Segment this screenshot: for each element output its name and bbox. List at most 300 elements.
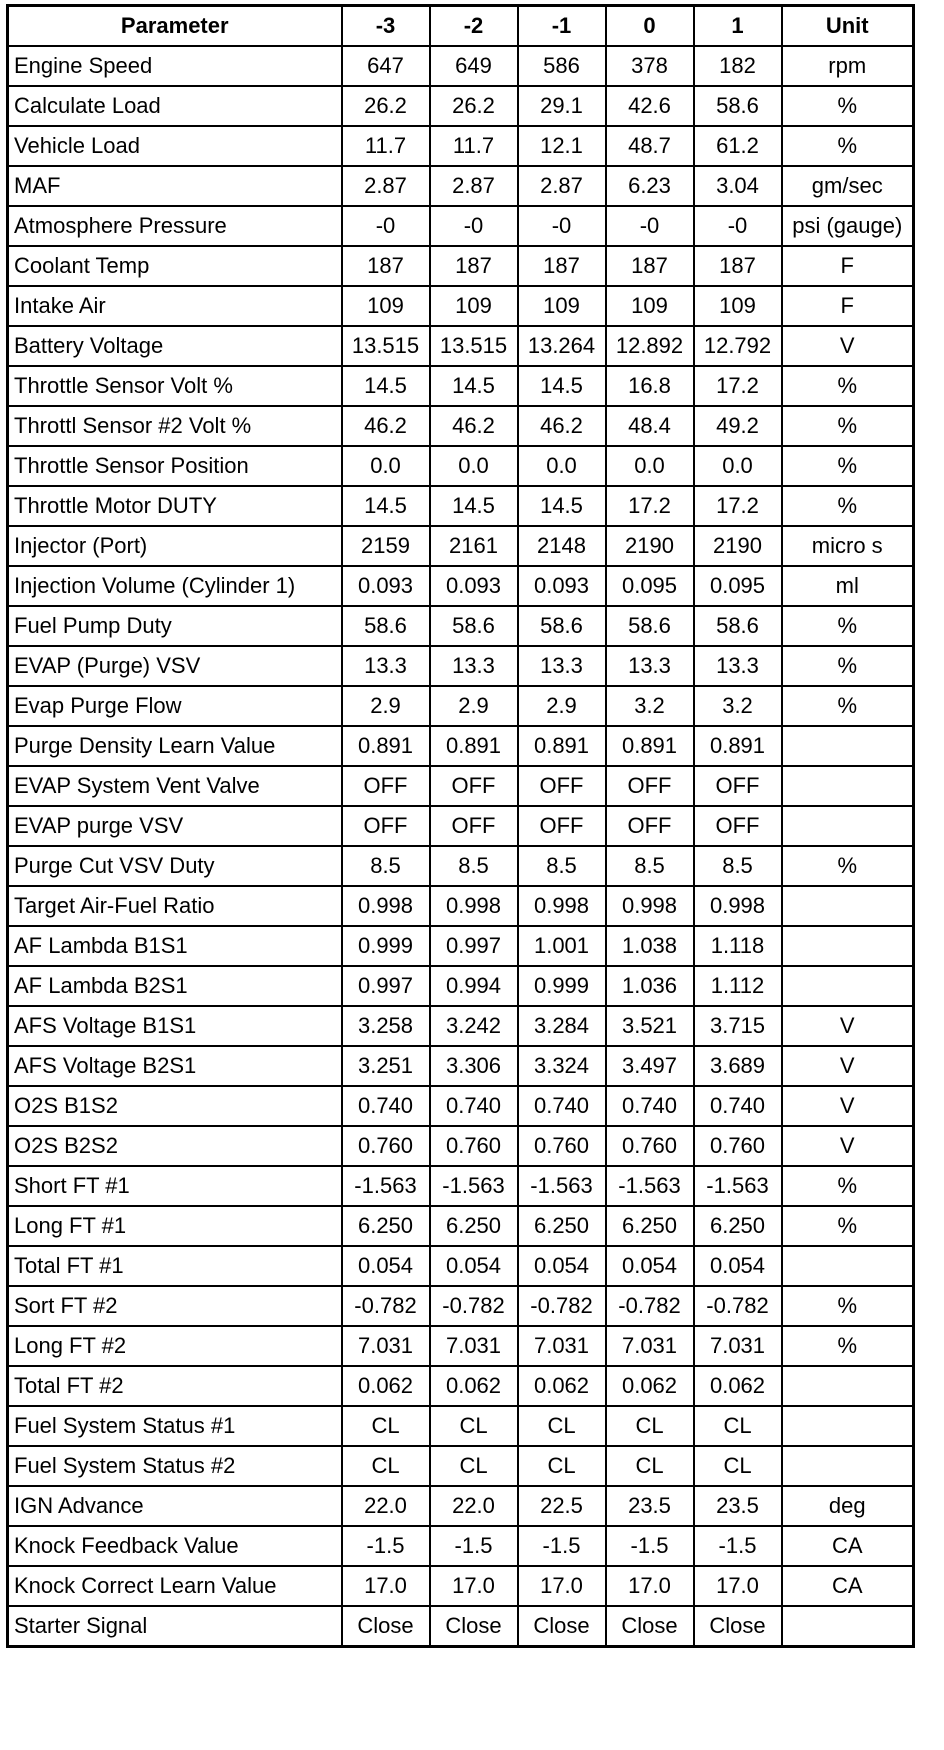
value-cell: 17.0	[342, 1566, 430, 1606]
unit-cell: %	[782, 1326, 914, 1366]
table-row	[8, 606, 914, 646]
value-cell: 0.095	[694, 566, 782, 606]
unit-cell	[782, 966, 914, 1006]
value-cell: -0.782	[606, 1286, 694, 1326]
value-cell: 7.031	[606, 1326, 694, 1366]
value-cell: 0.891	[342, 726, 430, 766]
value-cell: 14.5	[342, 366, 430, 406]
unit-cell: %	[782, 686, 914, 726]
table-row	[8, 166, 914, 206]
value-cell: 13.3	[694, 646, 782, 686]
value-cell: OFF	[606, 766, 694, 806]
parameter-cell: Coolant Temp	[8, 246, 342, 286]
parameter-cell: Fuel System Status #2	[8, 1446, 342, 1486]
unit-cell: rpm	[782, 46, 914, 86]
table-row	[8, 1446, 914, 1486]
parameter-cell: Injector (Port)	[8, 526, 342, 566]
value-cell: 1.112	[694, 966, 782, 1006]
value-cell: CL	[518, 1446, 606, 1486]
parameter-cell: Atmosphere Pressure	[8, 206, 342, 246]
value-cell: 26.2	[430, 86, 518, 126]
value-cell: 0.093	[518, 566, 606, 606]
value-cell: 48.4	[606, 406, 694, 446]
value-cell: 7.031	[694, 1326, 782, 1366]
header-frame-0: 0	[606, 6, 694, 47]
value-cell: 0.740	[606, 1086, 694, 1126]
unit-cell: psi (gauge)	[782, 206, 914, 246]
value-cell: OFF	[518, 766, 606, 806]
value-cell: 13.3	[518, 646, 606, 686]
value-cell: CL	[606, 1446, 694, 1486]
value-cell: 0.0	[342, 446, 430, 486]
value-cell: Close	[430, 1606, 518, 1647]
value-cell: 8.5	[606, 846, 694, 886]
value-cell: 0.054	[430, 1246, 518, 1286]
value-cell: OFF	[518, 806, 606, 846]
value-cell: Close	[342, 1606, 430, 1647]
table-row	[8, 926, 914, 966]
table-row	[8, 486, 914, 526]
table-row	[8, 686, 914, 726]
table-row	[8, 1486, 914, 1526]
value-cell: 17.2	[694, 366, 782, 406]
value-cell: 0.095	[606, 566, 694, 606]
value-cell: OFF	[342, 766, 430, 806]
value-cell: 0.054	[518, 1246, 606, 1286]
value-cell: 182	[694, 46, 782, 86]
unit-cell: %	[782, 1206, 914, 1246]
value-cell: OFF	[430, 766, 518, 806]
unit-cell	[782, 806, 914, 846]
value-cell: 6.250	[606, 1206, 694, 1246]
freeze-frame-data-table	[6, 4, 915, 1648]
value-cell: 6.250	[518, 1206, 606, 1246]
table-row	[8, 726, 914, 766]
parameter-cell: Knock Correct Learn Value	[8, 1566, 342, 1606]
parameter-cell: Knock Feedback Value	[8, 1526, 342, 1566]
parameter-cell: Target Air-Fuel Ratio	[8, 886, 342, 926]
parameter-cell: AF Lambda B2S1	[8, 966, 342, 1006]
value-cell: 187	[342, 246, 430, 286]
parameter-cell: Fuel Pump Duty	[8, 606, 342, 646]
value-cell: 29.1	[518, 86, 606, 126]
table-row	[8, 1046, 914, 1086]
value-cell: 647	[342, 46, 430, 86]
header-frame-minus-3: -3	[342, 6, 430, 47]
table-row	[8, 1166, 914, 1206]
value-cell: 8.5	[342, 846, 430, 886]
unit-cell: F	[782, 286, 914, 326]
parameter-cell: IGN Advance	[8, 1486, 342, 1526]
value-cell: 13.3	[342, 646, 430, 686]
parameter-cell: Injection Volume (Cylinder 1)	[8, 566, 342, 606]
unit-cell: %	[782, 606, 914, 646]
parameter-cell: O2S B2S2	[8, 1126, 342, 1166]
value-cell: 0.093	[342, 566, 430, 606]
parameter-cell: AF Lambda B1S1	[8, 926, 342, 966]
value-cell: 0.740	[694, 1086, 782, 1126]
table-row	[8, 1366, 914, 1406]
table-row	[8, 966, 914, 1006]
value-cell: 22.5	[518, 1486, 606, 1526]
value-cell: Close	[694, 1606, 782, 1647]
parameter-cell: Total FT #2	[8, 1366, 342, 1406]
value-cell: 0.760	[694, 1126, 782, 1166]
value-cell: 12.892	[606, 326, 694, 366]
value-cell: 17.0	[606, 1566, 694, 1606]
table-row	[8, 86, 914, 126]
value-cell: 0.760	[518, 1126, 606, 1166]
value-cell: 11.7	[430, 126, 518, 166]
parameter-cell: MAF	[8, 166, 342, 206]
value-cell: -0	[606, 206, 694, 246]
unit-cell: %	[782, 1166, 914, 1206]
value-cell: 187	[694, 246, 782, 286]
value-cell: OFF	[694, 806, 782, 846]
value-cell: 61.2	[694, 126, 782, 166]
parameter-cell: EVAP System Vent Valve	[8, 766, 342, 806]
value-cell: 58.6	[694, 606, 782, 646]
unit-cell: %	[782, 406, 914, 446]
value-cell: CL	[342, 1406, 430, 1446]
value-cell: 0.998	[606, 886, 694, 926]
header-row	[8, 6, 914, 47]
value-cell: 0.0	[430, 446, 518, 486]
value-cell: 3.689	[694, 1046, 782, 1086]
value-cell: 14.5	[518, 366, 606, 406]
value-cell: 2.87	[342, 166, 430, 206]
value-cell: 14.5	[430, 486, 518, 526]
value-cell: 12.792	[694, 326, 782, 366]
value-cell: 23.5	[694, 1486, 782, 1526]
value-cell: 378	[606, 46, 694, 86]
table-row	[8, 406, 914, 446]
value-cell: 0.994	[430, 966, 518, 1006]
value-cell: 109	[430, 286, 518, 326]
unit-cell	[782, 926, 914, 966]
header-frame-minus-1: -1	[518, 6, 606, 47]
unit-cell: V	[782, 1126, 914, 1166]
unit-cell: %	[782, 486, 914, 526]
value-cell: -0.782	[694, 1286, 782, 1326]
parameter-cell: O2S B1S2	[8, 1086, 342, 1126]
value-cell: 13.3	[430, 646, 518, 686]
header-parameter: Parameter	[8, 6, 342, 47]
value-cell: 3.306	[430, 1046, 518, 1086]
table-row	[8, 1246, 914, 1286]
value-cell: 58.6	[518, 606, 606, 646]
unit-cell: %	[782, 446, 914, 486]
value-cell: 0.760	[430, 1126, 518, 1166]
value-cell: -0	[694, 206, 782, 246]
value-cell: 0.740	[518, 1086, 606, 1126]
value-cell: 2161	[430, 526, 518, 566]
value-cell: 0.093	[430, 566, 518, 606]
value-cell: 109	[518, 286, 606, 326]
value-cell: 109	[342, 286, 430, 326]
value-cell: 187	[518, 246, 606, 286]
value-cell: -0	[342, 206, 430, 246]
parameter-cell: Total FT #1	[8, 1246, 342, 1286]
value-cell: Close	[518, 1606, 606, 1647]
value-cell: 2190	[606, 526, 694, 566]
value-cell: -1.5	[342, 1526, 430, 1566]
value-cell: 0.0	[518, 446, 606, 486]
value-cell: 0.062	[606, 1366, 694, 1406]
value-cell: 6.23	[606, 166, 694, 206]
value-cell: 0.0	[694, 446, 782, 486]
value-cell: 13.264	[518, 326, 606, 366]
value-cell: 6.250	[694, 1206, 782, 1246]
value-cell: 12.1	[518, 126, 606, 166]
value-cell: -1.5	[430, 1526, 518, 1566]
parameter-cell: Starter Signal	[8, 1606, 342, 1647]
value-cell: 17.0	[518, 1566, 606, 1606]
unit-cell	[782, 726, 914, 766]
table-row	[8, 766, 914, 806]
value-cell: 0.062	[342, 1366, 430, 1406]
value-cell: 0.998	[518, 886, 606, 926]
value-cell: 3.258	[342, 1006, 430, 1046]
value-cell: 3.715	[694, 1006, 782, 1046]
value-cell: 0.062	[518, 1366, 606, 1406]
unit-cell: %	[782, 86, 914, 126]
parameter-cell: Long FT #2	[8, 1326, 342, 1366]
unit-cell: V	[782, 326, 914, 366]
value-cell: 2190	[694, 526, 782, 566]
value-cell: 0.997	[342, 966, 430, 1006]
unit-cell	[782, 1606, 914, 1647]
value-cell: 0.998	[694, 886, 782, 926]
value-cell: 0.891	[606, 726, 694, 766]
value-cell: 14.5	[518, 486, 606, 526]
unit-cell: gm/sec	[782, 166, 914, 206]
parameter-cell: Purge Density Learn Value	[8, 726, 342, 766]
value-cell: 2.9	[518, 686, 606, 726]
unit-cell	[782, 1366, 914, 1406]
table-row	[8, 1206, 914, 1246]
unit-cell	[782, 886, 914, 926]
value-cell: 3.2	[694, 686, 782, 726]
unit-cell: F	[782, 246, 914, 286]
table-row	[8, 1326, 914, 1366]
unit-cell	[782, 1446, 914, 1486]
unit-cell: V	[782, 1086, 914, 1126]
value-cell: 0.760	[342, 1126, 430, 1166]
value-cell: 58.6	[430, 606, 518, 646]
parameter-cell: AFS Voltage B1S1	[8, 1006, 342, 1046]
value-cell: -0	[430, 206, 518, 246]
value-cell: 7.031	[430, 1326, 518, 1366]
value-cell: 7.031	[342, 1326, 430, 1366]
value-cell: 22.0	[430, 1486, 518, 1526]
value-cell: 1.038	[606, 926, 694, 966]
value-cell: 0.0	[606, 446, 694, 486]
unit-cell: %	[782, 846, 914, 886]
unit-cell: %	[782, 126, 914, 166]
parameter-cell: Throttle Sensor Position	[8, 446, 342, 486]
unit-cell	[782, 1406, 914, 1446]
value-cell: -1.5	[518, 1526, 606, 1566]
value-cell: 17.2	[606, 486, 694, 526]
value-cell: -1.5	[694, 1526, 782, 1566]
value-cell: 2.9	[342, 686, 430, 726]
parameter-cell: EVAP purge VSV	[8, 806, 342, 846]
value-cell: 0.998	[342, 886, 430, 926]
value-cell: OFF	[342, 806, 430, 846]
value-cell: -1.563	[518, 1166, 606, 1206]
value-cell: CL	[430, 1446, 518, 1486]
table-row	[8, 1406, 914, 1446]
value-cell: 26.2	[342, 86, 430, 126]
table-row	[8, 246, 914, 286]
value-cell: 11.7	[342, 126, 430, 166]
value-cell: CL	[606, 1406, 694, 1446]
table-row	[8, 1566, 914, 1606]
value-cell: -1.563	[430, 1166, 518, 1206]
value-cell: 46.2	[342, 406, 430, 446]
value-cell: 109	[694, 286, 782, 326]
value-cell: 1.036	[606, 966, 694, 1006]
value-cell: -1.563	[342, 1166, 430, 1206]
value-cell: 46.2	[518, 406, 606, 446]
table-row	[8, 646, 914, 686]
value-cell: 13.3	[606, 646, 694, 686]
value-cell: 2.87	[430, 166, 518, 206]
table-row	[8, 886, 914, 926]
value-cell: CL	[518, 1406, 606, 1446]
table-row	[8, 206, 914, 246]
value-cell: 3.521	[606, 1006, 694, 1046]
value-cell: 3.284	[518, 1006, 606, 1046]
value-cell: 6.250	[342, 1206, 430, 1246]
value-cell: 58.6	[606, 606, 694, 646]
value-cell: 586	[518, 46, 606, 86]
value-cell: 8.5	[694, 846, 782, 886]
parameter-cell: Purge Cut VSV Duty	[8, 846, 342, 886]
header-frame-1: 1	[694, 6, 782, 47]
table-row	[8, 1286, 914, 1326]
value-cell: CL	[694, 1406, 782, 1446]
parameter-cell: Calculate Load	[8, 86, 342, 126]
unit-cell	[782, 766, 914, 806]
value-cell: 0.997	[430, 926, 518, 966]
parameter-cell: Fuel System Status #1	[8, 1406, 342, 1446]
table-row	[8, 1526, 914, 1566]
value-cell: 7.031	[518, 1326, 606, 1366]
value-cell: 649	[430, 46, 518, 86]
value-cell: 2148	[518, 526, 606, 566]
parameter-cell: Intake Air	[8, 286, 342, 326]
parameter-cell: Throttle Sensor Volt %	[8, 366, 342, 406]
table-row	[8, 326, 914, 366]
value-cell: 17.0	[694, 1566, 782, 1606]
parameter-cell: Throttl Sensor #2 Volt %	[8, 406, 342, 446]
table-row	[8, 366, 914, 406]
value-cell: 0.891	[430, 726, 518, 766]
value-cell: 42.6	[606, 86, 694, 126]
unit-cell: ml	[782, 566, 914, 606]
unit-cell: %	[782, 1286, 914, 1326]
parameter-cell: Long FT #1	[8, 1206, 342, 1246]
unit-cell: V	[782, 1046, 914, 1086]
value-cell: 2.9	[430, 686, 518, 726]
value-cell: 0.054	[694, 1246, 782, 1286]
value-cell: 58.6	[342, 606, 430, 646]
value-cell: 0.891	[694, 726, 782, 766]
parameter-cell: Throttle Motor DUTY	[8, 486, 342, 526]
value-cell: 3.242	[430, 1006, 518, 1046]
value-cell: 17.0	[430, 1566, 518, 1606]
value-cell: 22.0	[342, 1486, 430, 1526]
table-row	[8, 566, 914, 606]
value-cell: 3.251	[342, 1046, 430, 1086]
value-cell: OFF	[430, 806, 518, 846]
value-cell: 46.2	[430, 406, 518, 446]
table-row	[8, 46, 914, 86]
table-row	[8, 1126, 914, 1166]
parameter-cell: Engine Speed	[8, 46, 342, 86]
value-cell: 6.250	[430, 1206, 518, 1246]
value-cell: -0	[518, 206, 606, 246]
value-cell: 3.324	[518, 1046, 606, 1086]
unit-cell: V	[782, 1006, 914, 1046]
value-cell: 17.2	[694, 486, 782, 526]
value-cell: 3.04	[694, 166, 782, 206]
value-cell: 0.062	[430, 1366, 518, 1406]
parameter-cell: Battery Voltage	[8, 326, 342, 366]
header-unit: Unit	[782, 6, 914, 47]
table-row	[8, 806, 914, 846]
unit-cell: %	[782, 646, 914, 686]
value-cell: 2159	[342, 526, 430, 566]
value-cell: 8.5	[430, 846, 518, 886]
table-row	[8, 286, 914, 326]
table-row	[8, 1006, 914, 1046]
value-cell: 13.515	[430, 326, 518, 366]
value-cell: CL	[694, 1446, 782, 1486]
value-cell: 1.118	[694, 926, 782, 966]
table-row	[8, 846, 914, 886]
value-cell: -0.782	[518, 1286, 606, 1326]
value-cell: 0.999	[518, 966, 606, 1006]
table-row	[8, 446, 914, 486]
value-cell: 8.5	[518, 846, 606, 886]
value-cell: -1.563	[694, 1166, 782, 1206]
value-cell: 3.497	[606, 1046, 694, 1086]
value-cell: 0.999	[342, 926, 430, 966]
parameter-cell: Evap Purge Flow	[8, 686, 342, 726]
value-cell: 0.740	[430, 1086, 518, 1126]
value-cell: 58.6	[694, 86, 782, 126]
value-cell: -0.782	[342, 1286, 430, 1326]
parameter-cell: Short FT #1	[8, 1166, 342, 1206]
value-cell: 0.740	[342, 1086, 430, 1126]
value-cell: CL	[430, 1406, 518, 1446]
value-cell: 14.5	[342, 486, 430, 526]
value-cell: 187	[430, 246, 518, 286]
value-cell: -1.563	[606, 1166, 694, 1206]
value-cell: 3.2	[606, 686, 694, 726]
value-cell: 0.760	[606, 1126, 694, 1166]
value-cell: 16.8	[606, 366, 694, 406]
value-cell: OFF	[694, 766, 782, 806]
value-cell: Close	[606, 1606, 694, 1647]
unit-cell: micro s	[782, 526, 914, 566]
unit-cell: %	[782, 366, 914, 406]
value-cell: -0.782	[430, 1286, 518, 1326]
value-cell: 1.001	[518, 926, 606, 966]
